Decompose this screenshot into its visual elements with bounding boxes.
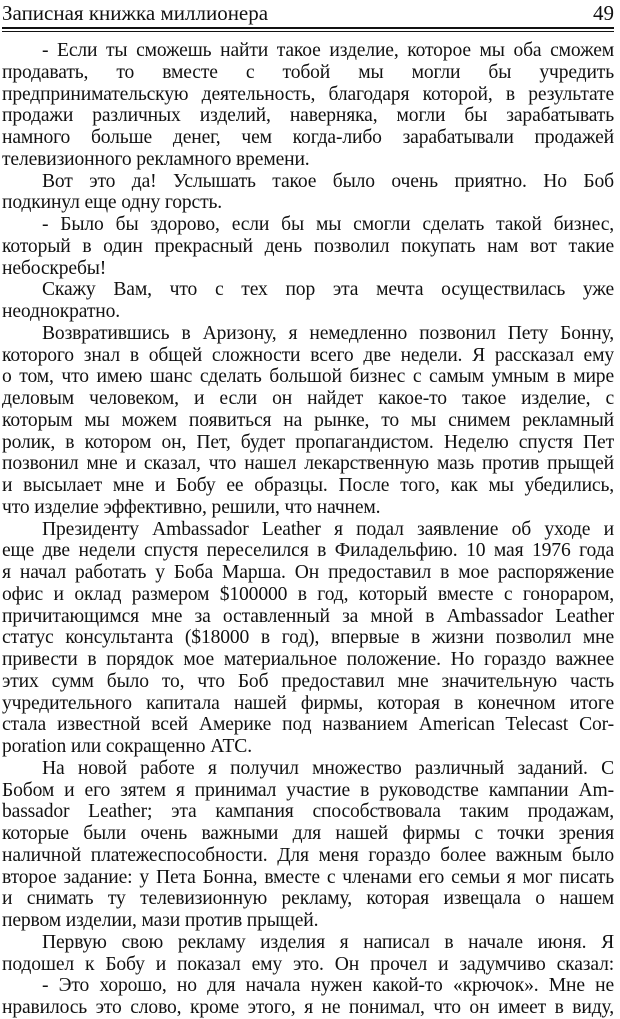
text-line: нравилось это слово, кроме этого, я не понимал, что он имеет в виду, xyxy=(2,997,614,1018)
text-line: - Было бы здорово, если бы мы смогли сделать такой бизнес, xyxy=(42,214,614,235)
text-line: bassador Leather; эта кампания способствовала таким продажам, xyxy=(2,801,614,823)
text-line: - Это хорошо, но для начала нужен какой-то «крючок». Мне не xyxy=(42,975,614,997)
text-line: позвонил мне и сказал, что нашел лекарственную мазь против прыщей xyxy=(2,453,614,475)
text-line: Скажу Вам, что с тех пор эта мечта осуществилась уже xyxy=(42,279,614,301)
text-line: о том, что имею шанс сделать большой бизнес с самым умным в мире xyxy=(2,366,614,388)
text-line: и высылает мне и Бобу ее образцы. После того, как мы убедились, xyxy=(2,475,614,496)
text-line: Возвратившись в Аризону, я немедленно позвонил Пету Бонну, xyxy=(42,322,614,344)
text-line: телевизионного рекламного времени. xyxy=(2,148,310,170)
text-line: подошел к Бобу и показал ему это. Он прочел и задумчиво сказал: xyxy=(2,953,614,975)
text-line: который в один прекрасный день позволил покупать нам вот такие xyxy=(2,235,614,257)
text-line: деловым человеком, и если он найдет какое-то такое изделие, с xyxy=(2,388,614,409)
text-line: этих сумм было то, что Боб предоставил мне значительную часть xyxy=(2,670,614,692)
text-line: небоскребы! xyxy=(2,257,107,279)
header-rule-thin xyxy=(2,31,614,32)
text-line: второе задание: у Пета Бонна, вместе с членами его семьи я мог писать xyxy=(2,866,614,888)
text-line: продавать, то вместе с тобой мы могли бы учредить xyxy=(2,61,614,83)
text-line: первом изделии, мази против прыщей. xyxy=(2,910,319,931)
text-line: ролик, в котором он, Пет, будет пропагандистом. Неделю спустя Пет xyxy=(2,431,614,453)
text-line: статус консультанта ($18000 в год), впервые в жизни позволил мне xyxy=(2,627,614,649)
text-line: продажи различных изделий, наверняка, могли бы зарабатывать xyxy=(2,105,614,127)
text-line: офис и оклад размером $100000 в год, который вместе с гонораром, xyxy=(2,583,614,605)
text-line: которым мы можем появиться на рынке, то мы снимем рекламный xyxy=(2,409,614,431)
text-line: причитающимся мне за оставленный за мной в Ambassador Leather xyxy=(2,605,614,627)
text-line: Президенту Ambassador Leather я подал заявление об уходе и xyxy=(42,518,614,540)
text-line: что изделие эффективно, решили, что начнем. xyxy=(2,496,381,518)
text-line: я начал работать у Боба Марша. Он предоставил в мое распоряжение xyxy=(2,562,614,583)
text-line: стала известной всей Америке под названием American Telecast Cor- xyxy=(2,714,614,736)
text-line: - Если ты сможешь найти такое изделие, которое мы оба сможем xyxy=(42,40,614,61)
text-line: учредительного капитала нашей фирмы, которая в конечном итоге xyxy=(2,692,614,714)
text-line: еще две недели спустя переселился в Филадельфию. 10 мая 1976 года xyxy=(2,540,614,562)
text-line: которого знал в общей сложности всего две недели. Я рассказал ему xyxy=(2,344,614,366)
text-line: Первую свою рекламу изделия я написал в начале июня. Я xyxy=(42,931,614,953)
text-line: которые были очень важными для нашей фирмы с точки зрения xyxy=(2,823,614,844)
text-line: poration или сокращенно АТС. xyxy=(2,736,252,757)
text-line: и снимать ту телевизионную рекламу, которая извещала о нашем xyxy=(2,888,614,910)
text-line: наличной платежеспособности. Для меня гораздо более важным было xyxy=(2,844,614,866)
body-text xyxy=(2,40,614,1019)
text-line: неоднократно. xyxy=(2,301,120,322)
text-line: привести в порядок мое материальное положение. Но гораздо важнее xyxy=(2,649,614,670)
text-line: Вот это да! Услышать такое было очень приятно. Но Боб xyxy=(42,170,614,192)
page-number: 49 xyxy=(593,1,614,25)
text-line: предпринимательскую деятельность, благодаря которой, в результате xyxy=(2,83,614,105)
text-line: подкинул еще одну горсть. xyxy=(2,192,223,214)
header-rule-thick xyxy=(2,27,614,29)
text-line: На новой работе я получил множество различный заданий. С xyxy=(42,757,614,779)
text-line: Бобом и его зятем я принимал участие в руководстве кампании Am- xyxy=(2,779,614,801)
text-line: намного больше денег, чем когда-либо зарабатывали продажей xyxy=(2,127,614,148)
running-title: Записная книжка миллионера xyxy=(2,1,269,25)
